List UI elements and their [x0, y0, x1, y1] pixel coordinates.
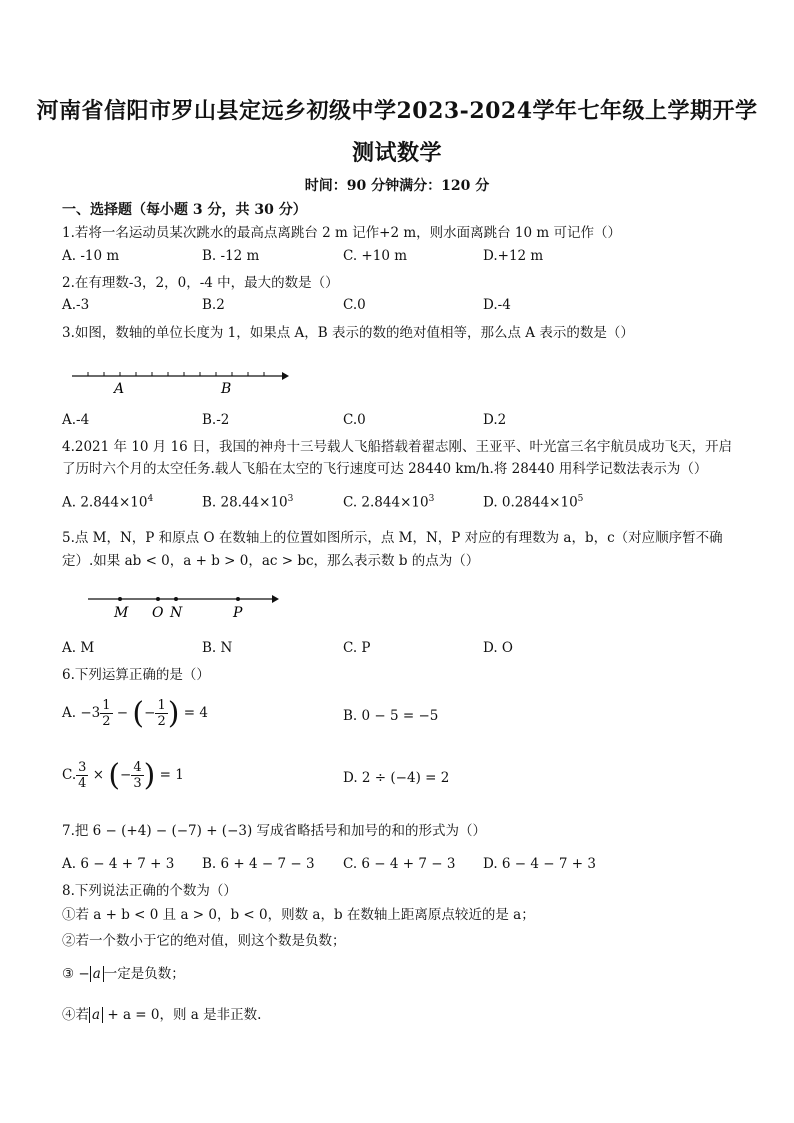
q3-point-b-label: B	[221, 381, 232, 396]
q5-point-p-label: P	[233, 605, 243, 621]
q3-point-a-label: A	[114, 381, 125, 396]
q4-option-d: D. $0.2844\times 10^5$	[483, 494, 584, 511]
q5-option-b: B. N	[202, 640, 233, 656]
q2-option-a: A.-3	[62, 297, 90, 313]
q5-point-o-label: O	[152, 605, 164, 621]
q7-option-b: B. 6 + 4 − 7 − 3	[202, 856, 315, 872]
q5-option-a: A. M	[62, 640, 95, 656]
q1-option-d: D.+12 m	[483, 248, 544, 264]
q6-option-d: D. 2 ÷ (−4) = 2	[343, 770, 450, 786]
q5-option-c: C. P	[343, 640, 371, 656]
question-8-stem: 8.下列说法正确的个数为（）	[62, 883, 237, 899]
q5-point-m-label: M	[114, 605, 129, 621]
q1-option-a: A. -10 m	[62, 248, 120, 264]
q6-option-a: A. −3 $\frac{1}{2}$ − (− $\frac{1}{2}$ ) = 4	[62, 696, 208, 731]
exam-title-line1: 河南省信阳市罗山县定远乡初级中学2023-2024学年七年级上学期开学	[36, 98, 758, 124]
q2-option-d: D.-4	[483, 297, 511, 313]
q3-number-line	[68, 362, 290, 396]
question-2-stem: 2.在有理数-3，2，0，-4 中，最大的数是（）	[62, 275, 339, 291]
q4-option-c: C. $2.844\times 10^3$	[343, 494, 435, 511]
section-heading: 一、选择题（每小题 3 分，共 30 分）	[62, 202, 307, 218]
question-5-stem-line1: 5.点 M，N，P 和原点 O 在数轴上的位置如图所示，点 M，N，P 对应的有理数为 a，b，c（对应顺序暂不确	[62, 530, 723, 546]
q7-option-c: C. 6 − 4 + 7 − 3	[343, 856, 456, 872]
q5-number-line	[84, 590, 280, 622]
question-4-stem: 4.2021 年 10 月 16 日，我国的神舟十三号载人飞船搭载着翟志刚、王亚平、叶光富三名宇航员成功飞天，开启了历时六个月的太空任务.载人飞船在太空的飞行速度可达 28440 km/h.将 28440 用科学记数法表示为（）	[62, 439, 733, 477]
q3-option-c: C.0	[343, 412, 366, 428]
exam-title-line2: 测试数学	[351, 140, 442, 166]
q5-option-d: D. O	[483, 640, 513, 656]
question-5-stem-line2: 定）.如果 ab < 0，a + b > 0，ac > bc，那么表示数 b 的点为（）	[62, 553, 480, 569]
q2-option-c: C.0	[343, 297, 366, 313]
q1-option-b: B. -12 m	[202, 248, 260, 264]
q8-statement-4: ④若 a + a = 0，则 a 是非正数.	[62, 1007, 262, 1023]
q2-option-b: B.2	[202, 297, 225, 313]
q7-option-a: A. 6 − 4 + 7 + 3	[62, 856, 175, 872]
q4-option-b: B. $28.44\times 10^3$	[202, 494, 294, 511]
question-3-stem: 3.如图，数轴的单位长度为 1，如果点 A，B 表示的数的绝对值相等，那么点 A 表示的数是（）	[62, 325, 634, 341]
q8-statement-1: ①若 a + b < 0 且 a > 0，b < 0，则数 a，b 在数轴上距离原点较近的是 a；	[62, 907, 535, 923]
q3-option-d: D.2	[483, 412, 507, 428]
exam-subtitle: 时间：90 分钟满分：120 分	[304, 178, 490, 194]
q6-option-c: C. $\frac{3}{4}$ × (− $\frac{4}{3}$ ) = 1	[62, 758, 184, 793]
q4-option-a: A. $2.844\times 10^4$	[62, 494, 154, 511]
q7-option-d: D. 6 − 4 − 7 + 3	[483, 856, 596, 872]
q3-option-a: A.-4	[62, 412, 90, 428]
question-1-stem: 1.若将一名运动员某次跳水的最高点离跳台 2 m 记作+2 m，则水面离跳台 10 m 可记作（）	[62, 225, 621, 241]
q8-statement-2: ②若一个数小于它的绝对值，则这个数是负数；	[62, 933, 346, 949]
q5-point-n-label: N	[170, 605, 183, 621]
question-6-stem: 6.下列运算正确的是（）	[62, 667, 210, 683]
q3-option-b: B.-2	[202, 412, 230, 428]
q8-statement-3: ③ − a 一定是负数；	[62, 966, 185, 982]
question-7-stem: 7.把 6 − (+4) − (−7) + (−3) 写成省略括号和加号的和的形式为（）	[62, 823, 487, 839]
q6-option-b: B. 0 − 5 = −5	[343, 708, 439, 724]
q1-option-c: C. +10 m	[343, 248, 408, 264]
